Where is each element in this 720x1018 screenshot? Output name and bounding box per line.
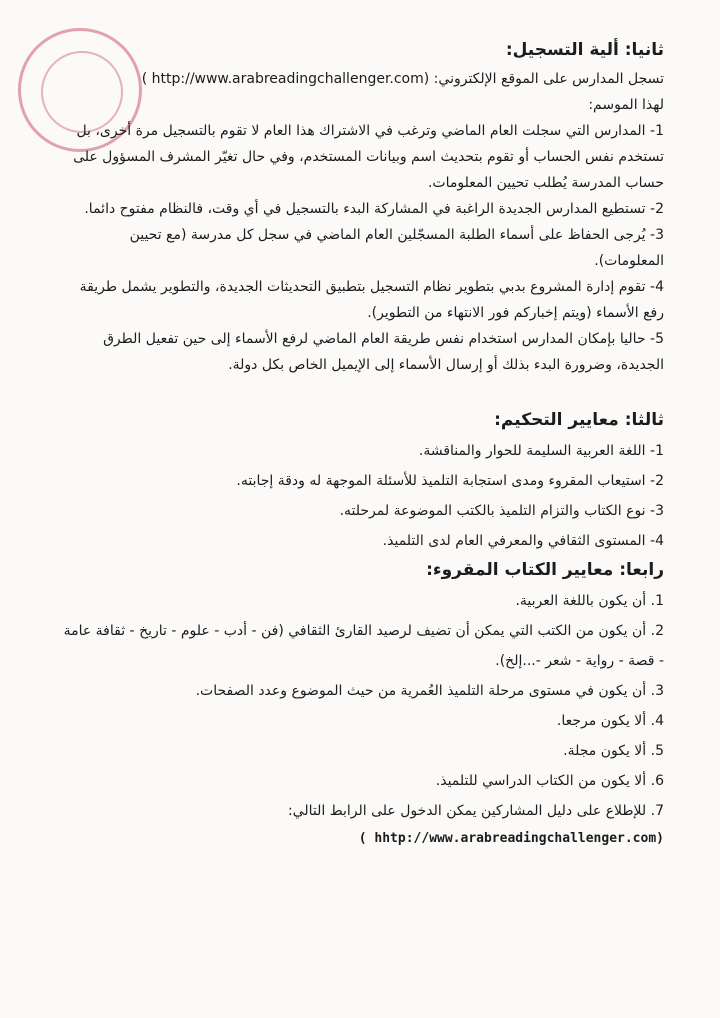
section-heading: ثانيا: ألية التسجيل: xyxy=(505,40,664,60)
list-item: 3- يُرجى الحفاظ على أسماء الطلبة المسجّلين العام الماضي في سجل كل مدرسة (مع تحيين المعلومات). xyxy=(129,227,664,269)
list-item: 2. أن يكون من الكتب التي يمكن أن تضيف لرصيد القارئ الثقافي (فن - أدب - علوم - تاريخ - ثقافة عامة - قصة - رواية - شعر -...إلخ). xyxy=(63,623,664,669)
document-content xyxy=(60,40,664,852)
list-item: 1- المدارس التي سجلت العام الماضي وترغب في الاشتراك هذا العام لا تقوم بالتسجيل مرة أخرى، بل تستخدم نفس الحساب أو تقوم بتحديث اسم وبيانات المستخدم، وفي حال تغيّر المشرف المسؤول على حساب المدرسة يُطلب تحيين المعلومات. xyxy=(73,123,664,191)
list-item: 5. ألا يكون مجلة. xyxy=(563,743,664,759)
list-item: 4. ألا يكون مرجعا. xyxy=(556,713,664,729)
section-judging xyxy=(60,410,664,556)
list-item: 6. ألا يكون من الكتاب الدراسي للتلميذ. xyxy=(435,773,664,789)
list-item: 2- استيعاب المقروء ومدى استجابة التلميذ للأسئلة الموجهة له ودقة إجابته. xyxy=(236,473,664,489)
book-criteria-list xyxy=(60,586,664,826)
list-item: 1. أن يكون باللغة العربية. xyxy=(515,593,664,609)
intro-text: تسجل المدارس على الموقع الإلكتروني: (http://www.arabreadingchallenger.com ) xyxy=(141,71,664,87)
section-heading: رابعا: معايير الكتاب المقروء: xyxy=(426,560,664,580)
list-item: 7. للإطلاع على دليل المشاركين يمكن الدخول على الرابط التالي: xyxy=(287,803,664,819)
list-item: 1- اللغة العربية السليمة للحوار والمناقشة. xyxy=(418,443,664,459)
list-item: 3. أن يكون في مستوى مرحلة التلميذ العُمرية من حيث الموضوع وعدد الصفحات. xyxy=(195,683,664,699)
intro-text-2: لهذا الموسم: xyxy=(588,97,664,113)
judging-list xyxy=(60,436,664,556)
list-item: 2- تستطيع المدارس الجديدة الراغبة في المشاركة البدء بالتسجيل في أي وقت، فالنظام مفتوح دائما. xyxy=(84,201,664,217)
list-item: 4- تقوم إدارة المشروع بدبي بتطوير نظام التسجيل بتطبيق التحديثات الجديدة، والتطوير يشمل طريقة رفع الأسماء (ويتم إخباركم فور الانتهاء من التطوير). xyxy=(79,279,664,321)
section-book-criteria xyxy=(60,560,664,852)
guide-link[interactable]: ( hhtp://www.arabreadingchallenger.com) xyxy=(358,831,664,846)
list-item: 5- حاليا بإمكان المدارس استخدام نفس طريقة العام الماضي لرفع الأسماء إلى حين تفعيل الطرق الجديدة، وضرورة البدء بذلك أو إرسال الأسماء إلى الإيميل الخاص بكل دولة. xyxy=(103,331,664,373)
section-heading: ثالثا: معايير التحكيم: xyxy=(494,410,664,430)
list-item: 4- المستوى الثقافي والمعرفي العام لدى التلميذ. xyxy=(382,533,664,549)
list-item: 3- نوع الكتاب والتزام التلميذ بالكتب الموضوعة لمرحلته. xyxy=(339,503,664,519)
section-registration xyxy=(60,40,664,378)
